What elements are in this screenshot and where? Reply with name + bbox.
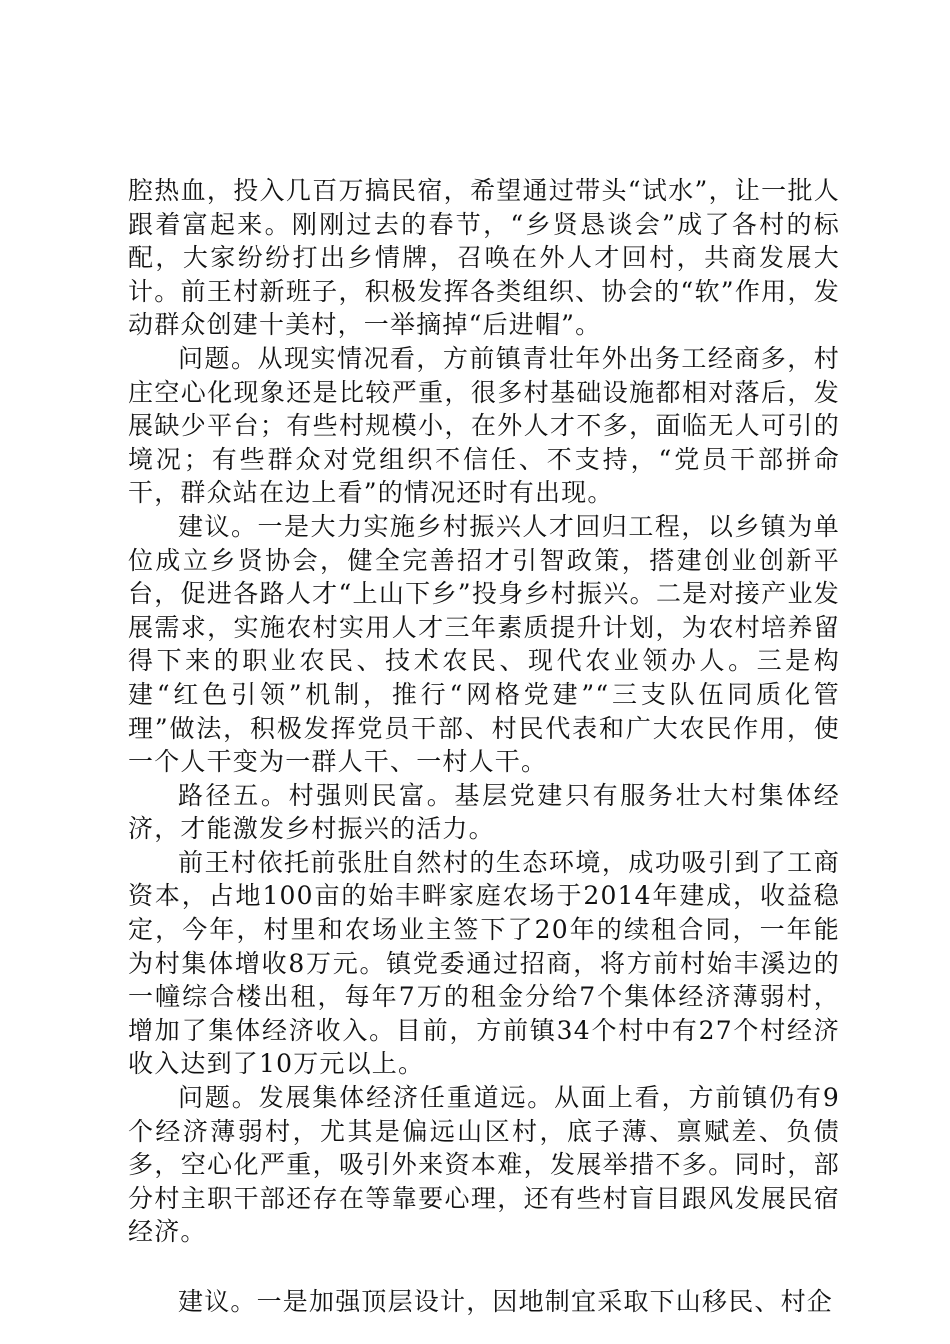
paragraph-problem-talent: 问题。从现实情况看，方前镇青壮年外出务工经商多，村庄空心化现象还是比较严重，很多村基础设施都相对落后，发展缺少平台；有些村规模小，在外人才不多，面临无人可引的境况；有些群众对党组织不信任、不支持，“党员干部拼命干，群众站在边上看”的情况还时有出现。 xyxy=(128,343,840,508)
paragraph-problem-economy: 问题。发展集体经济任重道远。从面上看，方前镇仍有9个经济薄弱村，尤其是偏远山区村，底子薄、禀赋差、负债多，空心化严重，吸引外来资本难，发展举措不多。同时，部分村主职干部还存在等靠要心理，还有些村盲目跟风发展民宿经济。 xyxy=(128,1083,840,1247)
paragraph-suggestion-economy: 建议。一是加强顶层设计，因地制宜采取下山移民、村企 xyxy=(178,1287,834,1316)
paragraph-suggestion-talent: 建议。一是大力实施乡村振兴人才回归工程，以乡镇为单位成立乡贤协会，健全完善招才引智政策，搭建创业创新平台，促进各路人才“上山下乡”投身乡村振兴。二是对接产业发展需求，实施农村实用人才三年素质提升计划，为农村培养留得下来的职业农民、技术农民、现代农业领办人。三是构建“红色引领”机制，推行“网格党建”“三支队伍同质化管理”做法，积极发挥党员干部、村民代表和广大农民作用，使一个人干变为一群人干、一村人干。 xyxy=(128,511,840,777)
paragraph-qianwang-example: 前王村依托前张肚自然村的生态环境，成功吸引到了工商资本，占地100亩的始丰畔家庭农场于2014年建成，收益稳定，今年，村里和农场业主签下了20年的续租合同，一年能为村集体增收8万元。镇党委通过招商，将方前村始丰溪边的一幢综合楼出租，每年7万的租金分给7个集体经济薄弱村，增加了集体经济收入。目前，方前镇34个村中有27个村经济收入达到了10万元以上。 xyxy=(128,847,840,1079)
document-body xyxy=(128,174,840,1319)
paragraph-1-continued: 腔热血，投入几百万搞民宿，希望通过带头“试水”，让一批人跟着富起来。刚刚过去的春节，“乡贤恳谈会”成了各村的标配，大家纷纷打出乡情牌，召唤在外人才回村，共商发展大计。前王村新班子，积极发挥各类组织、协会的“软”作用，发动群众创建十美村，一举摘掉“后进帽”。 xyxy=(128,176,840,340)
paragraph-path-five: 路径五。村强则民富。基层党建只有服务壮大村集体经济，才能激发乡村振兴的活力。 xyxy=(128,780,840,844)
